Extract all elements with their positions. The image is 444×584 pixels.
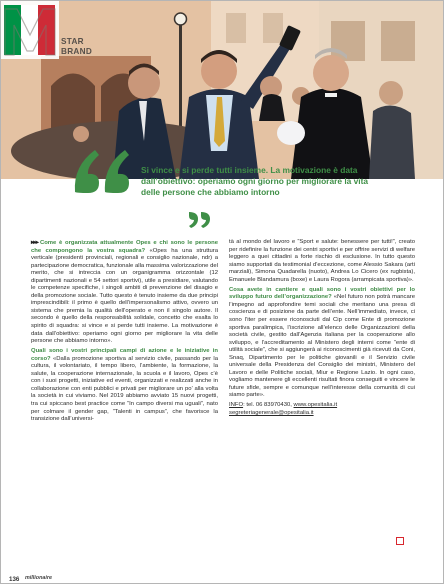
- email-link[interactable]: segreteriagenerale@opesitalia.it: [229, 410, 314, 417]
- info-phone: : tel. 06 83970430,: [243, 402, 292, 409]
- info-block: [229, 402, 415, 417]
- website-link[interactable]: www.opesitalia.it: [293, 402, 338, 409]
- photo-illustration: [1, 1, 444, 179]
- quote-close-icon: [188, 211, 212, 229]
- answer-2: «Dalla promozione sportiva al servizio civile, passando per la cultura, il volontariato, il tempo libero, l’ambiente, la formazione, la salute, la cooperazione internazionale, la scuola e il lavoro, Opes c’è con i suoi progetti, iniziative ed eventi, organizzati e realizzati anche in collaborazione con enti pubblici e privati per migliorare un po’ alla volta la società in cui viviamo. Nel 2019 abbiamo avviato 15 nuovi progetti, tra cui spiccano best practice come “In campo diversi ma uguali”, nato per colmare il gender gap, “Talenti in campus”, che favorisce la transizione dall’universi-: [31, 355, 219, 423]
- answer-1: «Opes ha una struttura verticale (presidenti provinciali, regionali e consiglio nazionale, ndr) a partecipazione democratica, funzionale alla massima valorizzazione del merito, che si intreccia con un organigramma orizzontale (12 dipartimenti nazionali e 54 settori sportivi), utile a presidiare, valutando le competenze specifiche, i singoli ambiti di prevenzione del disagio e della promozione sociale. Tutto questo è tenuto insieme da due principi imprescindibili: il primo è quello dell’impersonalismo attivo, ovvero un sistema che premia la qualità dell’operato e non il singolo autore. Il secondo è quello della responsabilità solidale, concetto che esalta lo spirito di squadra: si vince e si perde tutti insieme. La motivazione è data dall’obiettivo: operiamo ogni giorno per migliorare la vita delle persone che abbiamo intorno».: [31, 247, 218, 345]
- question-3: Cosa avete in cantiere e quali sono i vostri obiettivi per lo sviluppo futuro dell’organizzazione?: [229, 286, 415, 301]
- star-brand-line-1: STAR: [61, 37, 84, 46]
- page-number: 136: [9, 576, 20, 583]
- article-column-right: [229, 239, 415, 420]
- hero-photo: [1, 1, 444, 179]
- star-brand-line-2: BRAND: [61, 46, 93, 56]
- answer-3: «Nel futuro non potrà mancare l’impegno ad approfondire temi sociali che meritano una presa di coscienza e di posizione da parte dell’ente. Nell’immediato, invece, ci sono l’iter per essere riconosciuti dal Cip come Ente di promozione sportiva paralimpica, l’iscrizione all’elenco delle Organizzazioni della società civile, gestito dall’Agenzia italiana per la cooperazione allo sviluppo, e l’accreditamento al Ministero degli interni come “ente di utilità sociale”, che si aggiungerà ai riconoscimenti già ricevuti da Coni, Snaq, Dipartimento per le politiche giovanili e il Servizio civile universale della Presidenza del Consiglio dei ministri, Ministero del Lavoro e delle Politiche sociali, Miur e Regione Lazio. In ogni caso, vogliamo mantenere gli eccellenti risultati finora conseguiti e vincere le future sfide, sempre e comunque nell’interesse della comunità di cui siamo parte».: [229, 294, 416, 399]
- paragraph-q2: [31, 348, 218, 423]
- quote-open-icon: [71, 146, 135, 196]
- star-brand-label: [61, 37, 92, 56]
- lead-arrows-icon: ▸▸▸: [31, 239, 38, 246]
- star-brand-logo: [1, 1, 59, 59]
- article-end-mark: [396, 537, 404, 545]
- pull-quote: Si vince e si perde tutti insieme. La motivazione è data dall’obiettivo: operiamo ogni giorno per migliorare la vita delle persone che abbiamo intorno: [141, 165, 369, 197]
- article-column-left: [31, 239, 218, 426]
- magazine-logo: millionaire: [25, 575, 52, 581]
- paragraph-q1: [31, 239, 218, 346]
- answer-2-continued: tà al mondo del lavoro e “Sport e salute: benessere per tutti!”, creato per ridefinire la funzione dei centri sportivi e per offrire servizi di welfare leggero a quei cittadini a forte rischio di esclusione. In tutto questo siamo supportati da testimonial d’eccezione, come Alessio Sakara (arti marziali), Simona Quadarella (nuoto), Andrea Lo Cicero (ex rugbista), Emanuele Blandamura (boxe) e Laura Rogora (arrampicata sportiva)».: [229, 239, 415, 283]
- question-1: Come è organizzata attualmente Opes e chi sono le persone che compongono la vostra squadra?: [31, 240, 218, 254]
- question-2: Quali sono i vostri principali campi di azione e le iniziative in corso?: [31, 348, 218, 362]
- info-label: INFO: [229, 402, 244, 409]
- paragraph-q3: [229, 287, 415, 400]
